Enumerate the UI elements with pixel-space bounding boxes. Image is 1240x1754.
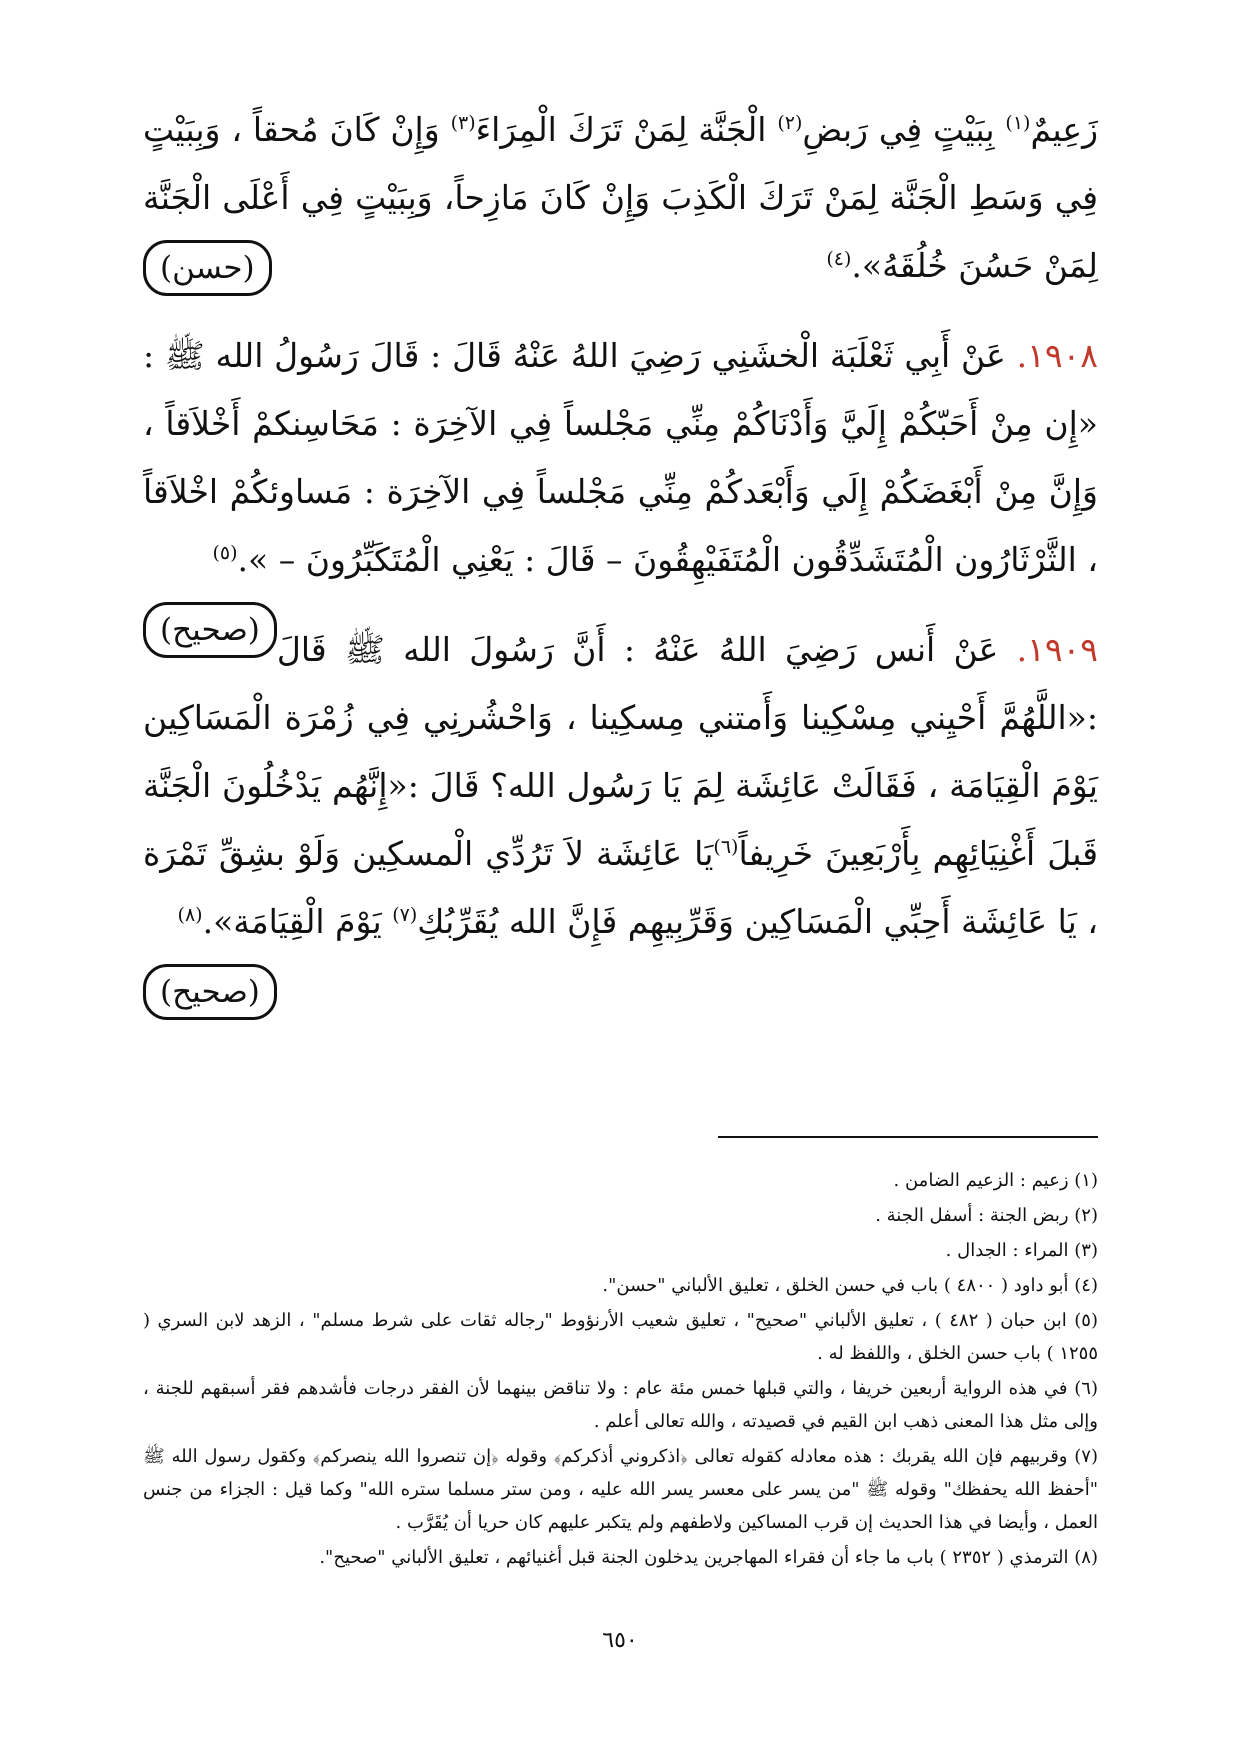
hadith-1907-tail [143,96,1098,300]
hadith-1908 [143,322,1098,648]
footnote-item: (٤) أبو داود ( ٤٨٠٠ ) باب في حسن الخلق ، تعليق الألباني "حسن". [602,1275,1098,1296]
page-body [143,96,1099,1568]
hadith-text: يَا عَائِشَة لاَ تَرُدِّي الْمسكِين وَلَوْ بشِقِّ تَمْرَة ، يَا عَائِشَة أَحِبِّي الْمَسَاكِين وَقَرِّبِيهِم فَإِنَّ الله يُقَرِّبُكِ [143,834,1098,941]
hadith-text: وَإِنْ كَانَ مُحقاً ، وَبِبَيْتٍ فِي وَسَطِ الْجَنَّة لِمَنْ تَرَكَ الْكَذِبَ وَإِنْ كَانَ مَازِحاً، وَبِبَيْتٍ فِي أَعْلَى الْجَنَّة لِمَنْ حَسُنَ خُلُقَهُ». [143,110,1098,285]
hadith-text: زَعِيمٌ [1030,110,1099,149]
grade-badge: (حسن) [143,240,272,296]
footnotes [143,1164,1098,1576]
hadith-text: عَنْ أَبِي ثَعْلَبَة الْخشَنِي رَضِيَ اللهُ عَنْهُ قَالَ : قَالَ رَسُولُ الله ﷺ : «إِن مِنْ أَحَبّكُمْ إِلَيَّ وَأَدْنَاكُمْ مِنِّي مَجْلساً فِي الآخِرَة : مَحَاسِنكمْ أَخْلاَقاً ، وَإِنَّ مِنْ أَبْغَضَكُمْ إِلَي وَأَبْعَدكُمْ مِنِّي مَجْلساً فِي الآخِرَة : مَساوئكُمْ اخْلاَقاً ، الثَّرْثَارُون الْمُتَشَدِّقُون الْمُتَفَيْهِقُونَ – قَالَ : يَعْنِي الْمُتَكَبِّرُونَ – ». [143,336,1098,579]
footnote-divider [718,1136,1098,1138]
hadith-text: عَنْ أَنس رَضِيَ اللهُ عَنْهُ : أَنَّ رَسُولَ الله ﷺ قَالَ :«اللَّهُمَّ أَحْيِني مِسْكِينا وَأَمتني مِسكِينا ، وَاحْشُرنِي فِي زُمْرَة الْمَسَاكِين يَوْمَ الْقِيَامَة ، فَقَالَتْ عَائِشَة لِمَ يَا رَسُول الله؟ قَالَ :«إِنَّهُم يَدْخُلُونَ الْجَنَّة قَبلَ أَغْنِيَائِهِم بِأَرْبَعِينَ خَرِيفاً [143,630,1098,873]
hadith-text: يَوْمَ الْقِيَامَة». [202,902,382,941]
hadith-number: ١٩٠٨. [1016,336,1098,375]
grade-badge: (صحيح) [143,602,277,658]
hadith-number: ١٩٠٩. [1016,630,1098,669]
footnote-ref[interactable]: (١) [1005,112,1031,134]
footnote-ref[interactable]: (٨) [177,904,203,926]
footnote-item: (٣) المراء : الجدال . [945,1240,1098,1261]
footnote-item: (٢) ربض الجنة : أسفل الجنة . [875,1205,1098,1226]
hadith-text: الْجَنَّة لِمَنْ تَرَكَ الْمِرَاءَ [475,110,767,149]
footnote-item: (٥) ابن حبان ( ٤٨٢ ) ، تعليق الألباني "صحيح" ، تعليق شعيب الأرنؤوط "رجاله ثقات على شرط مسلم" ، الزهد لابن السري ( ١٢٥٥ ) باب حسن الخلق ، واللفظ له . [143,1310,1098,1364]
footnote-ref[interactable]: (٤) [826,248,852,270]
hadith-1909 [143,616,1098,1010]
footnote-item: (١) زعيم : الزعيم الضامن . [893,1170,1098,1191]
footnote-ref[interactable]: (٢) [777,112,803,134]
footnote-ref[interactable]: (٣) [450,112,476,134]
footnote-ref[interactable]: (٧) [392,904,418,926]
footnote-ref[interactable]: (٦) [713,836,739,858]
footnote-item: (٦) في هذه الرواية أربعين خريفا ، والتي قبلها خمس مئة عام : ولا تناقض بينهما لأن الفقر درجات فأشدهم فقر أسبقهم للجنة ، وإلى مثل هذا المعنى ذهب ابن القيم في قصيدته ، والله تعالى أعلم . [143,1378,1098,1432]
hadith-text: بِبَيْتٍ فِي رَبضِ [802,110,995,149]
grade-badge: (صحيح) [143,964,277,1020]
footnote-item: (٨) الترمذي ( ٢٣٥٢ ) باب ما جاء أن فقراء المهاجرين يدخلون الجنة قبل أغنيائهم ، تعليق الألباني "صحيح". [319,1547,1098,1568]
footnote-ref[interactable]: (٥) [212,542,238,564]
page-number: ٦٥٠ [602,1628,638,1653]
footnote-item: (٧) وقربيهم فإن الله يقربك : هذه معادله كقوله تعالى ﴿اذكروني أذكركم﴾ وقوله ﴿إن تنصروا الله ينصركم﴾ وكقول رسول الله ﷺ "أحفظ الله يحفظك" وقوله ﷺ "من يسر على معسر يسر الله عليه ، ومن ستر مسلما ستره الله" وكما قيل : الجزاء من جنس العمل ، وأيضا في هذا الحديث إن قرب المساكين ولاطفهم ولم يتكبر عليهم كان حريا أن يُقَرَّب . [143,1446,1098,1533]
